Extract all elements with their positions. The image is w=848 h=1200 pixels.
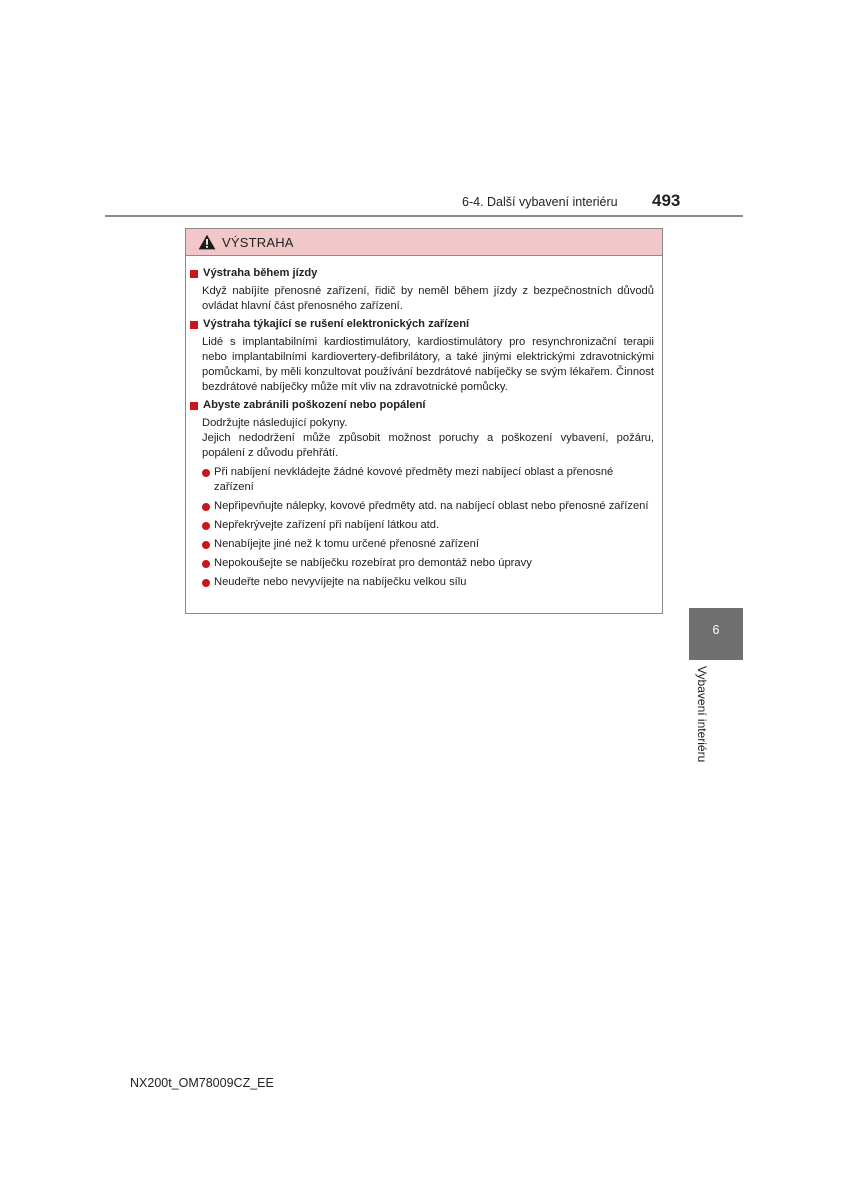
list-item — [202, 575, 654, 590]
list-item-text: Neudeřte nebo nevyvíjejte na nabíječku velkou sílu — [214, 576, 467, 588]
section-heading-driving — [190, 266, 654, 281]
warning-triangle-icon — [198, 234, 216, 250]
list-item-text: Nepřipevňujte nálepky, kovové předměty atd. na nabíjecí oblast nebo přenosné zařízení — [214, 500, 649, 512]
warning-box — [185, 228, 663, 614]
paragraph: Dodržujte následující pokyny. — [202, 417, 348, 429]
list-item-text: Při nabíjení nevkládejte žádné kovové předměty mezi nabíjecí oblast a přenosné zařízení — [214, 466, 614, 493]
list-item — [202, 556, 654, 571]
header-divider — [105, 215, 743, 217]
list-item — [202, 499, 654, 514]
chapter-tab: 6 — [689, 608, 743, 660]
list-item-text: Nenabíjejte jiné než k tomu určené přenosné zařízení — [214, 538, 479, 550]
warning-body — [186, 256, 662, 590]
warning-header — [186, 229, 662, 256]
section-heading-interference — [190, 317, 654, 332]
red-square-icon — [190, 402, 198, 410]
section-heading-text: Abyste zabránili poškození nebo popálení — [203, 399, 426, 411]
document-code: NX200t_OM78009CZ_EE — [130, 1076, 274, 1090]
page-number: 493 — [652, 191, 681, 210]
red-dot-icon — [202, 469, 210, 477]
red-square-icon — [190, 321, 198, 329]
red-dot-icon — [202, 541, 210, 549]
paragraph: Jejich nedodržení může způsobit možnost poruchy a poškození vybavení, požáru, popálení z důvodu přehřátí. — [202, 432, 654, 459]
warning-title: VÝSTRAHA — [222, 234, 294, 250]
section-heading-text: Výstraha týkající se rušení elektronických zařízení — [203, 318, 470, 330]
red-dot-icon — [202, 503, 210, 511]
section-heading-damage — [190, 398, 654, 413]
running-header-section: 6-4. Další vybavení interiéru — [462, 195, 618, 209]
list-item-text: Nepřekrývejte zařízení při nabíjení látkou atd. — [214, 519, 440, 531]
bullet-list — [202, 465, 654, 590]
red-dot-icon — [202, 522, 210, 530]
red-square-icon — [190, 270, 198, 278]
red-dot-icon — [202, 560, 210, 568]
list-item — [202, 537, 654, 552]
section-heading-text: Výstraha během jízdy — [203, 267, 318, 279]
paragraph: Když nabíjíte přenosné zařízení, řidič by neměl během jízdy z bezpečnostních důvodů ovládat hlavní část přenosného zařízení. — [202, 285, 654, 312]
chapter-label: Vybavení interiéru — [695, 666, 709, 763]
list-item-text: Nepokoušejte se nabíječku rozebírat pro demontáž nebo úpravy — [214, 557, 532, 569]
red-dot-icon — [202, 579, 210, 587]
paragraph: Lidé s implantabilními kardiostimulátory, kardiostimulátory pro resynchronizační terapii nebo implantabilními kardiovertery-defibrilátory, a také jinými elektrickými zdravotnickými pomůckami, by měli konzultovat používání bezdrátové nabíječky se svým lékařem. Činnost bezdrátové nabíječky může mít vliv na zdravotnické pomůcky. — [202, 336, 654, 393]
list-item — [202, 518, 654, 533]
list-item — [202, 465, 654, 495]
